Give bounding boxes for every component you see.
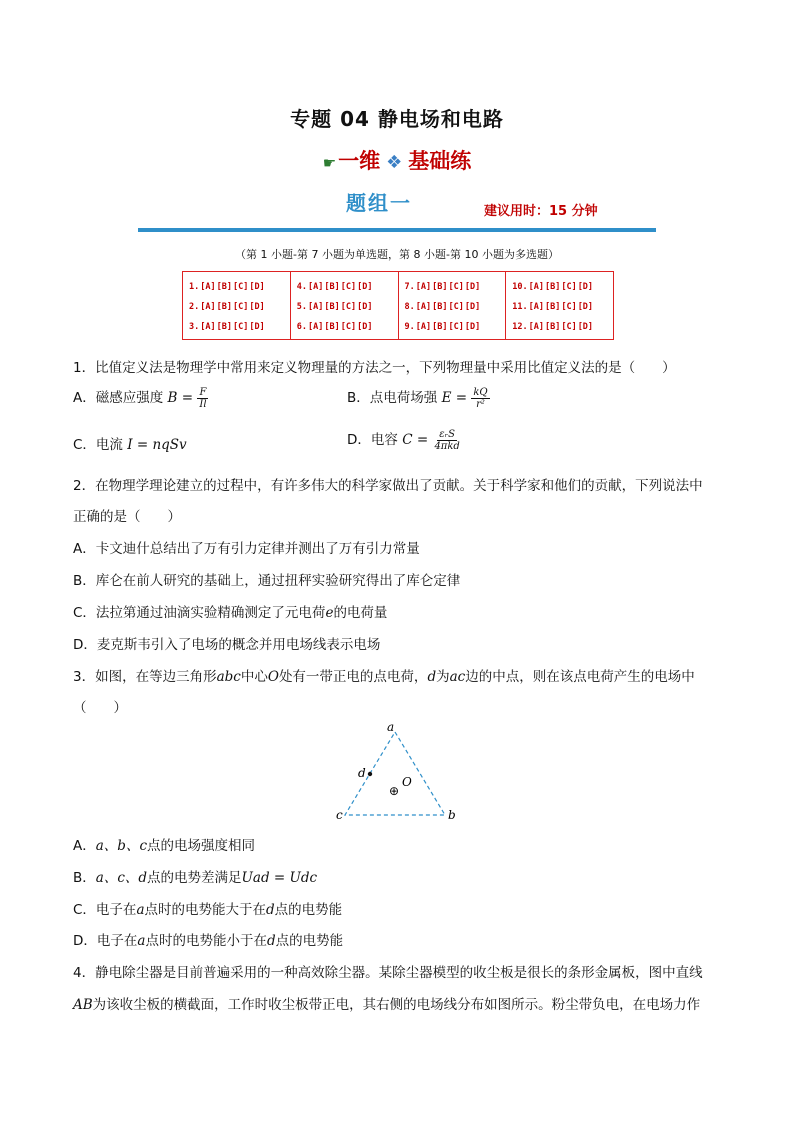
answer-choice[interactable]: [C]: [448, 282, 464, 292]
answer-choice[interactable]: [A]: [415, 322, 432, 332]
q3-stem-p3: 处有一带正电的点电荷，: [278, 669, 428, 685]
answer-choice[interactable]: [D]: [249, 282, 265, 292]
answer-choice[interactable]: [A]: [308, 302, 324, 312]
answer-choice[interactable]: [C]: [561, 282, 577, 292]
answer-choice[interactable]: [A]: [415, 282, 432, 292]
answer-column: [183, 272, 291, 339]
q1-option-b-fraction: [471, 387, 489, 410]
answer-choice[interactable]: [B]: [324, 302, 340, 312]
q2-option-d[interactable]: D．麦克斯韦引入了电场的概念并用电场线表示电场: [73, 637, 381, 653]
q2-option-c[interactable]: [73, 601, 387, 621]
answer-choice[interactable]: [A]: [528, 322, 544, 332]
answer-number: 9.: [404, 322, 415, 332]
answer-choice[interactable]: [D]: [577, 282, 594, 292]
label-a: a: [387, 722, 395, 734]
q1-stem: 1．比值定义法是物理学中常用来定义物理量的方法之一，下列物理量中采用比值定义法的是（ ）: [73, 360, 676, 376]
answer-number: 4.: [296, 282, 307, 292]
answer-row: [512, 297, 613, 317]
q4-stem-line-2: [73, 993, 700, 1013]
q2-stem-line-1: 2．在物理学理论建立的过程中，有许多伟大的科学家做出了贡献。关于科学家和他们的贡献，下列说法中: [73, 478, 703, 494]
q3-option-a[interactable]: [73, 834, 255, 854]
q1-option-a-fraction: [197, 387, 208, 410]
q2-option-c-pre: C．法拉第通过油滴实验精确测定了元电荷: [73, 605, 326, 621]
answer-row: [405, 317, 506, 337]
q3-option-a-vars: a、b、c: [95, 838, 148, 854]
answer-choice[interactable]: [C]: [340, 282, 357, 292]
q1-option-d-numerator: εᵣS: [439, 428, 455, 440]
answer-choice[interactable]: [D]: [249, 322, 265, 332]
q3-option-b-formula: Uad = Udc: [241, 870, 318, 886]
answer-choice[interactable]: [A]: [528, 302, 544, 312]
q3-var-d: d: [427, 669, 437, 685]
time-hint: 建议用时：15 分钟: [484, 204, 598, 219]
q3-option-c-var1: a: [136, 902, 145, 918]
q1-option-a-lhs: B =: [167, 390, 194, 406]
q3-option-b-pre: B．: [73, 870, 96, 886]
answer-grid: [182, 271, 614, 340]
q1-option-a-denominator: Il: [199, 398, 207, 410]
q3-option-b[interactable]: [73, 866, 317, 886]
q3-option-c-var2: d: [266, 902, 275, 918]
answer-number: 7.: [404, 282, 415, 292]
answer-number: 1.: [189, 282, 200, 292]
q3-stem-p5: 边的中点，则在该点电荷产生的电场中: [465, 669, 695, 685]
answer-choice[interactable]: [B]: [432, 302, 448, 312]
q1-option-b-numerator: kQ: [473, 386, 488, 398]
answer-choice[interactable]: [C]: [232, 282, 249, 292]
answer-number: 6.: [296, 322, 307, 332]
q3-option-c[interactable]: [73, 898, 342, 918]
page-title: 专题 04 静电场和电路: [290, 107, 504, 131]
answer-choice[interactable]: [D]: [357, 322, 373, 332]
answer-choice[interactable]: [A]: [200, 322, 216, 332]
q1-option-b[interactable]: [347, 386, 490, 410]
answer-row: [405, 297, 506, 317]
answer-row: [297, 317, 398, 337]
q3-stem-p4: 为: [436, 669, 450, 685]
q1-option-a-label: A．磁感应强度: [73, 390, 164, 406]
q4-stem-line-2-text: 为该收尘板的横截面，工作时收尘板带正电，其右侧的电场线分布如图所示。粉尘带负电，在电场力作: [92, 997, 701, 1013]
q3-option-d-var1: a: [137, 933, 146, 949]
answer-row: [189, 277, 290, 297]
answer-choice[interactable]: [C]: [561, 302, 577, 312]
q1-option-d-denominator: 4πkd: [434, 440, 460, 452]
answer-choice[interactable]: [A]: [528, 282, 544, 292]
q2-option-b[interactable]: B．库仑在前人研究的基础上，通过扭秤实验研究得出了库仑定律: [73, 573, 461, 589]
pointing-hand-icon: ☛: [322, 154, 337, 172]
answer-row: [512, 317, 613, 337]
q3-var-ac: ac: [449, 669, 466, 685]
q3-option-c-pre: C．电子在: [73, 902, 137, 918]
answer-choice[interactable]: [D]: [464, 322, 481, 332]
q1-option-d[interactable]: [347, 428, 462, 452]
q3-stem-p1: 3．如图，在等边三角形: [73, 669, 217, 685]
answer-choice[interactable]: [B]: [324, 282, 340, 292]
label-b: b: [448, 808, 456, 822]
answer-choice[interactable]: [D]: [357, 302, 373, 312]
q3-var-abc: abc: [216, 669, 241, 685]
instructions: （第 1 小题-第 7 小题为单选题，第 8 小题-第 10 小题为多选题）: [235, 248, 559, 261]
q3-var-O: O: [267, 669, 279, 685]
answer-choice[interactable]: [C]: [232, 322, 249, 332]
charge-symbol: ⊕: [389, 784, 400, 798]
q3-stem-line-1: [73, 665, 695, 685]
q1-option-c[interactable]: [73, 433, 187, 453]
answer-choice[interactable]: [D]: [577, 322, 594, 332]
section-subtitle: [0, 145, 794, 175]
answer-number: 8.: [404, 302, 415, 312]
answer-choice[interactable]: [D]: [357, 282, 373, 292]
answer-choice[interactable]: [A]: [308, 322, 324, 332]
answer-choice[interactable]: [A]: [200, 302, 216, 312]
q1-option-d-label: D．电容: [347, 432, 398, 448]
q1-option-b-lhs: E =: [441, 390, 468, 406]
answer-choice[interactable]: [D]: [464, 302, 481, 312]
answer-choice[interactable]: [A]: [308, 282, 324, 292]
q4-stem-line-1: 4．静电除尘器是目前普遍采用的一种高效除尘器。某除尘器模型的收尘板是很长的条形金属板，图中直线: [73, 965, 703, 981]
q1-option-c-formula: I = nqSv: [127, 437, 187, 453]
answer-row: [297, 277, 398, 297]
answer-number: 2.: [189, 302, 200, 312]
q2-option-a[interactable]: A．卡文迪什总结出了万有引力定律并测出了万有引力常量: [73, 541, 420, 557]
answer-number: 10.: [512, 282, 528, 292]
q3-option-a-pre: A．: [73, 838, 96, 854]
subtitle-right: 基础练: [408, 149, 472, 173]
answer-choice[interactable]: [B]: [216, 302, 232, 312]
q3-option-d[interactable]: [73, 929, 343, 949]
diamond-icon: ❖: [386, 152, 403, 173]
label-d: d: [358, 766, 366, 780]
q1-option-d-lhs: C =: [402, 432, 429, 448]
answer-number: 3.: [189, 322, 200, 332]
triangle-figure: [330, 722, 470, 826]
answer-choice[interactable]: [B]: [544, 322, 561, 332]
answer-choice[interactable]: [B]: [432, 322, 448, 332]
q1-option-a[interactable]: [73, 386, 209, 410]
answer-choice[interactable]: [C]: [340, 302, 357, 312]
answer-choice[interactable]: [C]: [561, 322, 577, 332]
q1-option-a-numerator: F: [199, 386, 207, 398]
q3-option-a-post: 点的电场强度相同: [147, 838, 256, 854]
q1-option-c-label: C．电流: [73, 437, 123, 453]
answer-choice[interactable]: [D]: [249, 302, 265, 312]
label-c: c: [336, 808, 343, 822]
answer-choice[interactable]: [D]: [464, 282, 481, 292]
q3-option-c-post: 点的电势能: [274, 902, 343, 918]
answer-choice[interactable]: [B]: [432, 282, 448, 292]
q4-var-AB: AB: [73, 997, 93, 1013]
answer-choice[interactable]: [B]: [544, 282, 561, 292]
answer-row: [405, 277, 506, 297]
q3-stem-p2: 中心: [240, 669, 268, 685]
answer-row: [189, 297, 290, 317]
answer-row: [512, 277, 613, 297]
q3-option-b-vars: a、c、d: [95, 870, 148, 886]
answer-choice[interactable]: [A]: [415, 302, 432, 312]
answer-number: 12.: [512, 322, 528, 332]
divider: [138, 228, 656, 232]
answer-number: 11.: [512, 302, 528, 312]
q3-option-d-post: 点的电势能: [275, 933, 344, 949]
q3-option-b-mid: 点的电势差满足: [147, 870, 242, 886]
answer-choice[interactable]: [A]: [200, 282, 216, 292]
point-d-dot: [368, 772, 372, 776]
answer-choice[interactable]: [C]: [340, 322, 357, 332]
answer-column: [399, 272, 507, 339]
q3-stem-line-2: （ ）: [73, 700, 127, 716]
answer-choice[interactable]: [B]: [216, 322, 232, 332]
q2-option-c-post: 的电荷量: [333, 605, 388, 621]
answer-row: [297, 297, 398, 317]
q2-option-c-var: e: [325, 605, 334, 621]
subtitle-left: 一维: [338, 149, 381, 173]
answer-choice[interactable]: [D]: [577, 302, 594, 312]
q2-stem-line-2: 正确的是（ ）: [73, 509, 181, 525]
group-title: 题组一: [346, 191, 412, 215]
q1-option-b-denominator: r²: [476, 398, 485, 410]
answer-choice[interactable]: [C]: [232, 302, 249, 312]
q3-option-c-mid: 点时的电势能大于在: [144, 902, 266, 918]
label-O: O: [402, 775, 412, 789]
answer-number: 5.: [296, 302, 307, 312]
q1-option-b-label: B．点电荷场强: [347, 390, 438, 406]
q1-option-d-fraction: [432, 429, 461, 452]
answer-choice[interactable]: [C]: [448, 302, 464, 312]
q3-option-d-pre: D．电子在: [73, 933, 138, 949]
answer-row: [189, 317, 290, 337]
answer-choice[interactable]: [C]: [448, 322, 464, 332]
answer-column: [506, 272, 613, 339]
answer-choice[interactable]: [B]: [216, 282, 232, 292]
q3-option-d-mid: 点时的电势能小于在: [145, 933, 267, 949]
answer-choice[interactable]: [B]: [324, 322, 340, 332]
answer-column: [291, 272, 399, 339]
answer-choice[interactable]: [B]: [544, 302, 561, 312]
q3-option-d-var2: d: [266, 933, 276, 949]
